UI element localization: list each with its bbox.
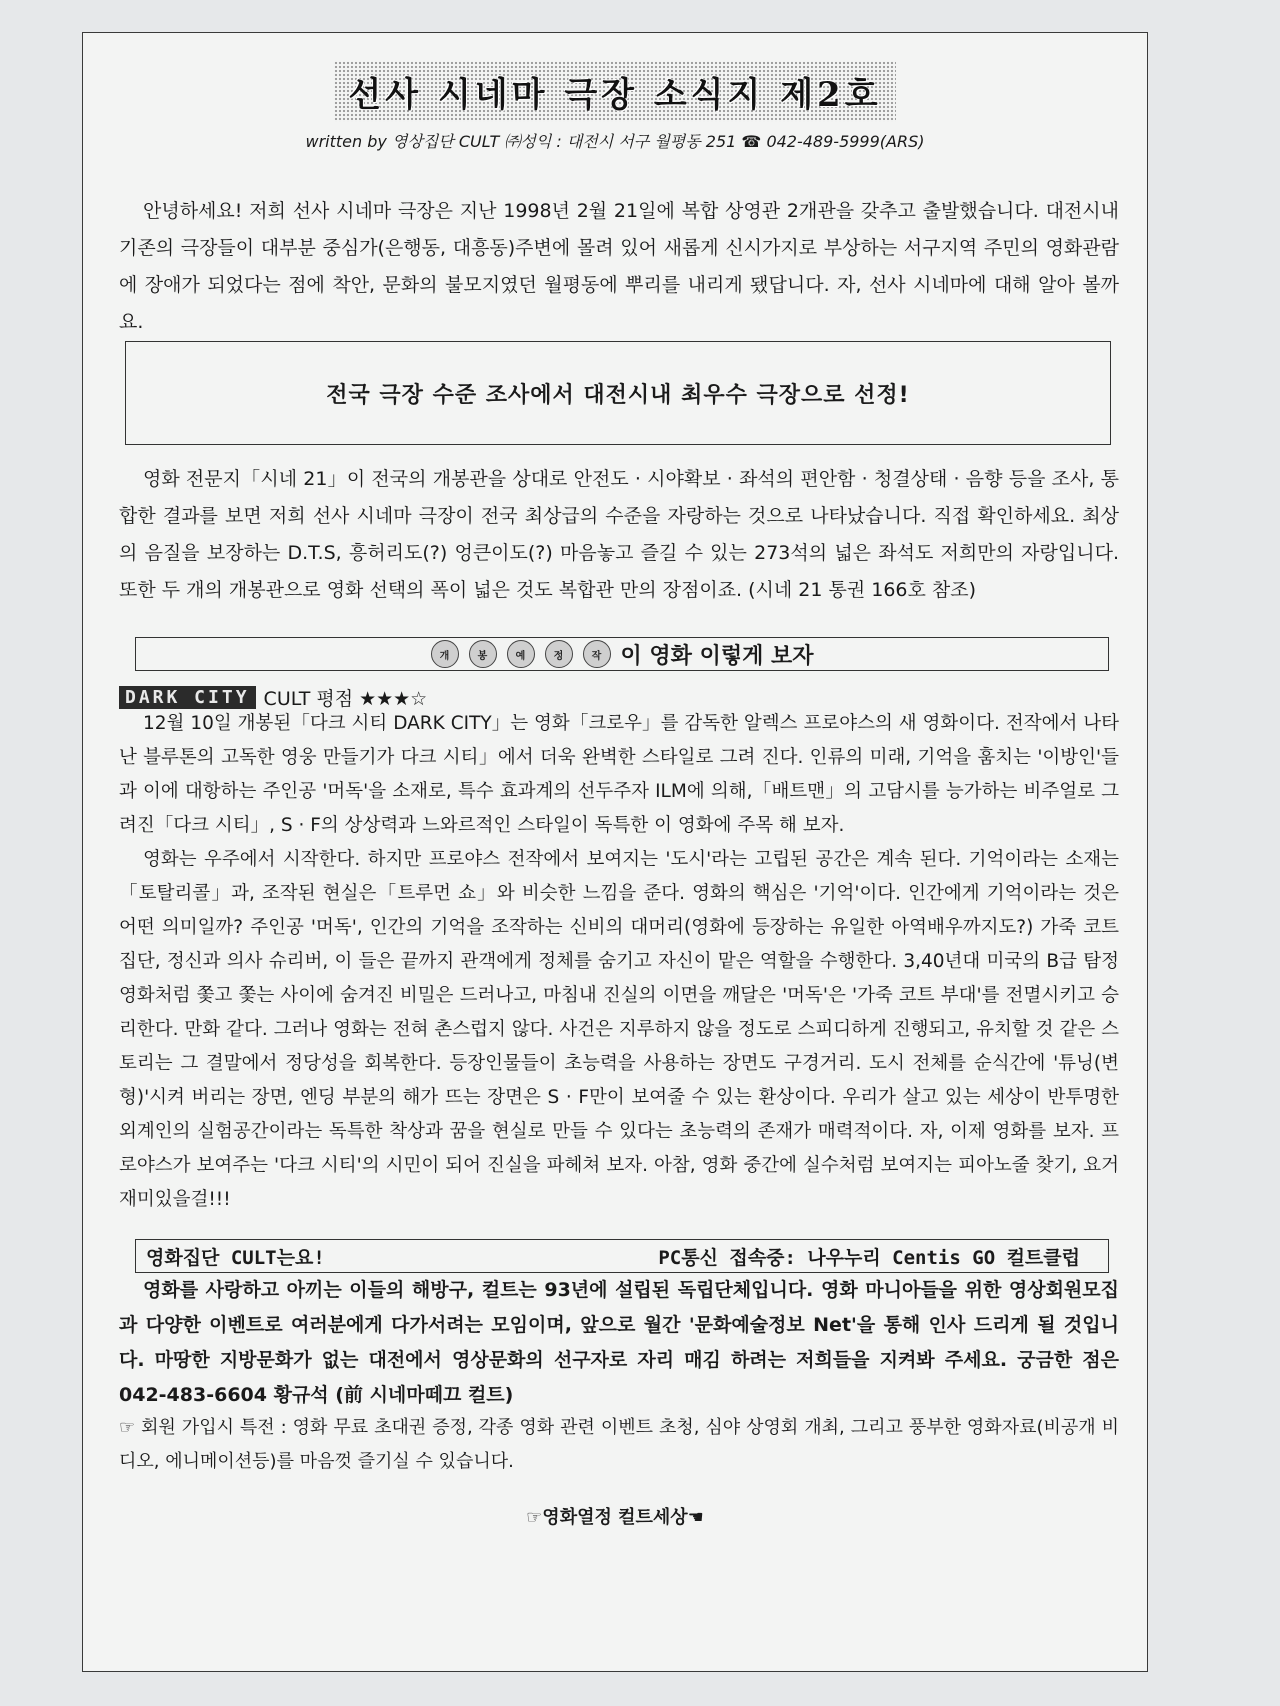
- review-rating: CULT 평점 ★★★☆: [263, 687, 428, 710]
- footer-slogan: ☞영화열정 컬트세상☚: [526, 1507, 704, 1528]
- section-header: [135, 637, 1109, 671]
- intro-paragraph: 안녕하세요! 저희 선사 시네마 극장은 지난 1998년 2월 21일에 복합 상영관 2개관을 갖추고 출발했습니다. 대전시내 기존의 극장들이 대부분 중심가(은행동, 대흥동)주변에 몰려 있어 새롭게 신시가지로 부상하는 서구지역 주민의 영화관람에 장애가 되었다는 점에 착안, 문화의 불모지였던 월평동에 뿌리를 내리게 됐답니다. 자, 선사 시네마에 대해 알아 볼까요.: [119, 200, 1119, 333]
- cult-title: 영화집단 CULT는요!: [146, 1246, 325, 1269]
- dark-city-logo: DARK CITY: [119, 686, 256, 709]
- review-paragraph-1: 12월 10일 개봉된「다크 시티 DARK CITY」는 영화「크로우」를 감독한 알렉스 프로야스의 새 영화이다. 전작에서 나타난 블루톤의 고독한 영웅 만들기가 다크 시티」에서 더욱 완벽한 스타일로 그려 진다. 인류의 미래, 기억을 훔치는 '이방인'들과 이에 대항하는 주인공 '머독'을 소재로, 특수 효과계의 선두주자 ILM에 의해,「배트맨」의 고담시를 능가하는 비주얼로 그려진「다크 시티」, S · F의 상상력과 느와르적인 스타일이 독특한 이 영화에 주목 해 보자.: [119, 713, 1119, 836]
- pc-access-info: PC통신 접속중: 나우누리 Centis GO 컬트클럽: [658, 1246, 1080, 1269]
- seal-badge: 봉: [469, 640, 497, 668]
- newsletter-page: [82, 32, 1148, 1672]
- seal-badge: 정: [545, 640, 573, 668]
- review-paragraph-2: 영화는 우주에서 시작한다. 하지만 프로야스 전작에서 보여지는 '도시'라는 고립된 공간은 계속 된다. 기억이라는 소재는「토탈리콜」과, 조작된 현실은「트루먼 쇼」와 비슷한 느낌을 준다. 영화의 핵심은 '기억'이다. 인간에게 기억이라는 것은 어떤 의미일까? 주인공 '머독', 인간의 기억을 조작하는 신비의 대머리(영화에 등장하는 유일한 아역배우까지도?) 가죽 코트 집단, 정신과 의사 슈리버, 이 들은 끝까지 관객에게 정체를 숨기고 자신이 맡은 역할을 수행한다. 3,40년대 미국의 B급 탐정영화처럼 쫓고 쫓는 사이에 숨겨진 비밀은 드러나고, 마침내 진실의 이면을 깨달은 '머독'은 '가죽 코트 부대'를 전멸시키고 승리한다. 만화 같다. 그러나 영화는 전혀 촌스럽지 않다. 사건은 지루하지 않을 정도로 스피디하게 진행되고, 유치할 것 같은 스토리는 그 결말에서 정당성을 회복한다. 등장인물들이 초능력을 사용하는 장면도 구경거리. 도시 전체를 순식간에 '튜닝(변형)'시켜 버리는 장면, 엔딩 부분의 해가 뜨는 장면은 S · F만이 보여줄 수 있는 환상이다. 우리가 살고 있는 세상이 반투명한 외계인의 실험공간이라는 독특한 착상과 꿈을 현실로 만들 수 있다는 초능력의 존재가 매력적이다. 자, 이제 영화를 보자. 프로야스가 보여주는 '다크 시티'의 시민이 되어 진실을 파헤쳐 보자. 아참, 영화 중간에 실수처럼 보여지는 피아노줄 찾기, 요거 재미있을걸!!!: [119, 849, 1119, 1210]
- membership-benefits: ☞ 회원 가입시 특전 : 영화 무료 초대권 증정, 각종 영화 관련 이벤트 초청, 심야 상영회 개최, 그리고 풍부한 영화자료(비공개 비디오, 에니메이션등)를 마음껏 즐기실 수 있습니다.: [119, 1417, 1119, 1472]
- cult-paragraph: 영화를 사랑하고 아끼는 이들의 해방구, 컬트는 93년에 설립된 독립단체입니다. 영화 마니아들을 위한 영상회원모집과 다양한 이벤트로 여러분에게 다가서려는 모임이며, 앞으로 월간 '문화예술정보 Net'을 통해 인사 드리게 될 것입니다. 마땅한 지방문화가 없는 대전에서 영상문화의 선구자로 자리 매김 하려는 저희들을 지켜봐 주세요. 궁금한 점은 042-483-6604 황규석 (前 시네마떼끄 컬트): [119, 1279, 1119, 1406]
- newsletter-title: 선사 시네마 극장 소식지 제2호: [83, 61, 1147, 122]
- seal-badge: 작: [583, 640, 611, 668]
- byline: written by 영상집단 CULT ㈜성익 : 대전시 서구 월평동 251 ☎ 042-489-5999(ARS): [305, 132, 925, 151]
- seal-badge: 예: [507, 640, 535, 668]
- survey-paragraph: 영화 전문지「시네 21」이 전국의 개봉관을 상대로 안전도 · 시야확보 · 좌석의 편안함 · 청결상태 · 음향 등을 조사, 통합한 결과를 보면 저희 선사 시네마 극장이 전국 최상급의 수준을 자랑하는 것으로 나타났습니다. 직접 확인하세요. 최상의 음질을 보장하는 D.T.S, 흥허리도(?) 엉큰이도(?) 마음놓고 즐길 수 있는 273석의 넓은 좌석도 저희만의 자랑입니다. 또한 두 개의 개봉관으로 영화 선택의 폭이 넓은 것도 복합관 만의 장점이죠. (시네 21 통권 166호 참조): [119, 468, 1119, 601]
- cult-header-bar: [135, 1239, 1109, 1273]
- headline-box: 전국 극장 수준 조사에서 대전시내 최우수 극장으로 선정!: [125, 341, 1111, 445]
- section-title: 이 영화 이렇게 보자: [620, 643, 814, 669]
- seal-badge: 개: [431, 640, 459, 668]
